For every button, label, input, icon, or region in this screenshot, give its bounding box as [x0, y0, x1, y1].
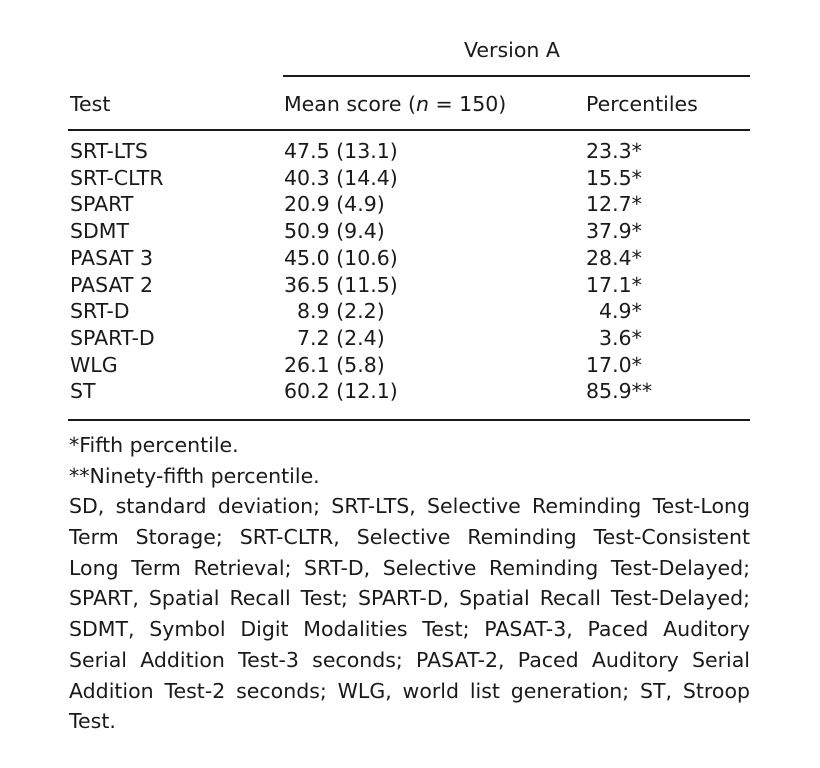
mean-suffix: = 150) [428, 92, 507, 116]
percentile-cell: 12.7* [586, 192, 642, 217]
table-row [0, 272, 820, 302]
group-header-version-a: Version A [464, 38, 560, 62]
note-line: *Fifth percentile. [69, 433, 239, 457]
mean-score-cell: 47.5 (13.1) [284, 139, 398, 163]
column-header-mean-score [284, 94, 506, 115]
table-row [0, 325, 820, 355]
test-cell: SRT-LTS [70, 139, 148, 163]
test-cell: PASAT 3 [70, 245, 153, 270]
test-cell: SDMT [70, 219, 130, 244]
mean-score-cell: 7.2 (2.4) [297, 325, 385, 350]
column-header-percentiles: Percentiles [586, 92, 698, 116]
table-row [0, 381, 820, 408]
table-row [0, 301, 820, 328]
note-line: SDMT, Symbol Digit Modalities Test; PASAT-3, Paced Auditory [69, 617, 750, 642]
percentile-cell: 3.6* [599, 325, 642, 350]
note-line: Test. [69, 709, 116, 734]
note-line: Long Term Retrieval; SRT-D, Selective Reminding Test-Delayed; [69, 555, 750, 580]
note-line: SD, standard deviation; SRT-LTS, Selective Reminding Test-Long [69, 494, 750, 519]
mean-score-cell: 60.2 (12.1) [284, 379, 398, 404]
mean-n: n [415, 92, 429, 116]
table-row [0, 352, 820, 382]
header-rule [68, 129, 750, 131]
note-line: SPART, Spatial Recall Test; SPART-D, Spatial Recall Test-Delayed; [69, 586, 750, 611]
note-line: Serial Addition Test-3 seconds; PASAT-2, Paced Auditory Serial [69, 647, 750, 672]
column-header-test: Test [70, 92, 111, 116]
mean-score-cell: 20.9 (4.9) [284, 192, 385, 217]
test-cell: WLG [70, 352, 118, 377]
table-row [0, 165, 820, 195]
test-cell: PASAT 2 [70, 272, 153, 297]
percentile-cell: 4.9* [599, 299, 642, 324]
test-cell: ST [70, 379, 96, 404]
table-row [0, 194, 820, 221]
mean-score-cell: 50.9 (9.4) [284, 219, 385, 244]
note-line: Term Storage; SRT-CLTR, Selective Reminding Test-Consistent [69, 525, 750, 550]
mean-score-cell: 36.5 (11.5) [284, 272, 398, 297]
test-cell: SPART [70, 192, 134, 217]
mean-score-cell: 45.0 (10.6) [284, 245, 398, 270]
note-line: Addition Test-2 seconds; WLG, world list generation; ST, Stroop [69, 678, 750, 703]
group-header-rule [283, 75, 750, 77]
table-notes [69, 430, 750, 737]
note-line: **Ninety-fifth percentile. [69, 463, 320, 488]
table-row [0, 245, 820, 275]
mean-prefix: Mean score ( [284, 92, 416, 116]
percentile-cell: 37.9* [586, 219, 642, 244]
table-row [0, 141, 820, 168]
percentile-cell: 17.1* [586, 272, 642, 297]
percentile-cell: 17.0* [586, 352, 642, 377]
percentile-cell: 15.5* [586, 165, 642, 190]
table-row [0, 221, 820, 248]
bottom-rule [68, 419, 750, 421]
mean-score-cell: 8.9 (2.2) [297, 299, 385, 324]
percentile-cell: 28.4* [586, 245, 642, 270]
test-cell: SRT-CLTR [70, 165, 164, 190]
mean-score-cell: 26.1 (5.8) [284, 352, 385, 377]
test-cell: SPART-D [70, 325, 155, 350]
percentile-cell: 85.9** [586, 379, 653, 404]
percentile-cell: 23.3* [586, 139, 642, 163]
test-cell: SRT-D [70, 299, 130, 324]
mean-score-cell: 40.3 (14.4) [284, 165, 398, 190]
